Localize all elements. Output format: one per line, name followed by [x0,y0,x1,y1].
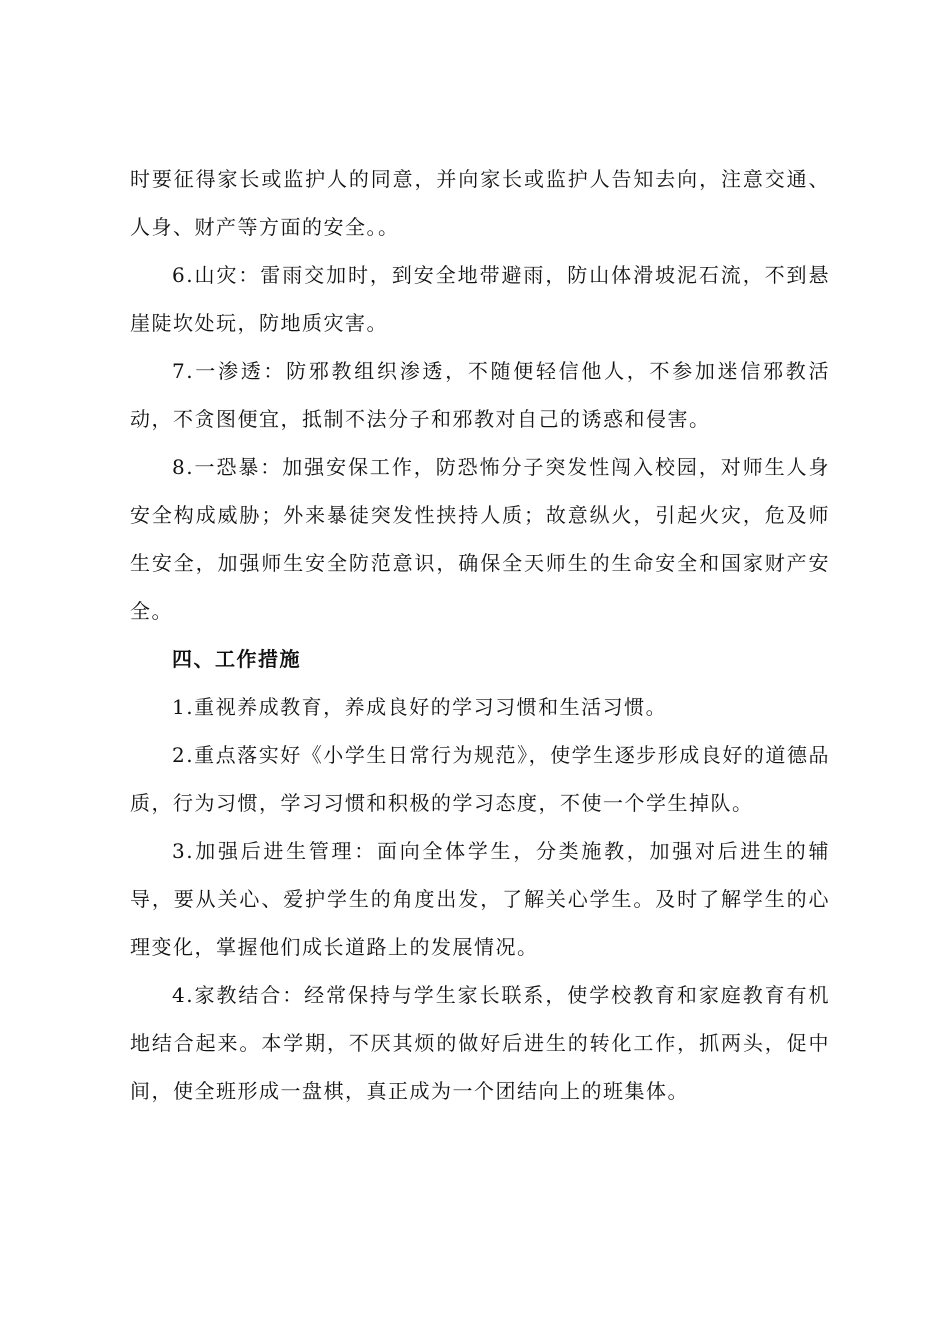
paragraph-mountain-disaster: 6.山灾：雷雨交加时，到安全地带避雨，防山体滑坡泥石流，不到悬崖陡坎处玩，防地质灾害。 [130,263,830,335]
measure-item-3: 3.加强后进生管理：面向全体学生，分类施教，加强对后进生的辅导，要从关心、爱护学生的角度出发，了解关心学生。及时了解学生的心理变化，掌握他们成长道路上的发展情况。 [130,839,830,959]
measure-item-4: 4.家教结合：经常保持与学生家长联系，使学校教育和家庭教育有机地结合起来。本学期，不厌其烦的做好后进生的转化工作，抓两头，促中间，使全班形成一盘棋，真正成为一个团结向上的班集体。 [130,983,830,1103]
paragraph-anti-infiltration: 7.一渗透：防邪教组织渗透，不随便轻信他人，不参加迷信邪教活动，不贪图便宜，抵制不法分子和邪教对自己的诱惑和侵害。 [130,359,830,431]
measure-item-1: 1.重视养成教育，养成良好的学习习惯和生活习惯。 [172,695,668,719]
section-heading-measures: 四、工作措施 [172,647,301,671]
paragraph-anti-terror: 8.一恐暴：加强安保工作，防恐怖分子突发性闯入校园，对师生人身安全构成威胁；外来暴徒突发性挟持人质；故意纵火，引起火灾，危及师生安全，加强师生安全防范意识，确保全天师生的生命安全和国家财产安全。 [130,455,830,623]
measure-item-2: 2.重点落实好《小学生日常行为规范》，使学生逐步形成良好的道德品质，行为习惯，学习习惯和积极的学习态度，不使一个学生掉队。 [130,743,830,815]
paragraph-safety-continuation: 时要征得家长或监护人的同意，并向家长或监护人告知去向，注意交通、人身、财产等方面的安全。。 [130,167,830,239]
document-body [130,155,830,1115]
